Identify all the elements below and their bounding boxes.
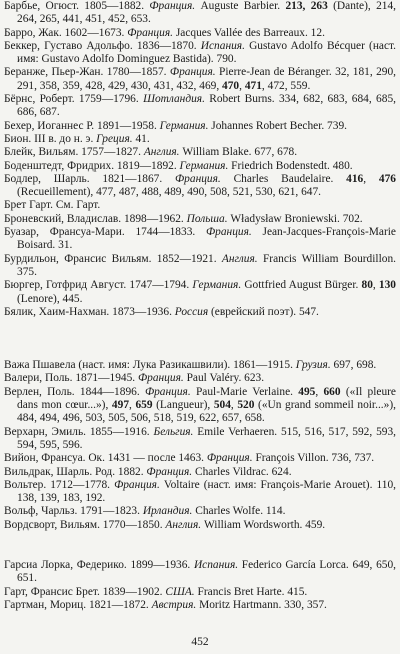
entry-text: Вольф, Чарльз. 1791—1823. <box>4 505 143 518</box>
index-entry <box>4 93 396 120</box>
country-label: Франция. <box>169 66 216 79</box>
country-label: Грузия. <box>295 359 331 372</box>
country-label: Франция. <box>144 385 191 398</box>
entry-text: Charles Wolfe. 114. <box>192 505 286 518</box>
country-label: Греция. <box>96 132 133 145</box>
entry-text: Брет Гарт. См. Гарт. <box>4 199 101 212</box>
entry-text: Federico García Lorca. 649, 650, 651. <box>17 558 396 585</box>
entry-text: Бехер, Иоганнес Р. 1891—1958. <box>4 119 160 132</box>
bold-page-ref: 416 <box>346 172 364 185</box>
page-number: 452 <box>191 636 209 648</box>
entry-text: Вольтер. 1712—1778. <box>4 478 115 491</box>
index-entry <box>4 66 396 93</box>
index-entry <box>4 426 396 453</box>
index-entries <box>4 0 396 612</box>
index-entry <box>4 279 396 306</box>
entry-text: Francis William Bourdillon. 375. <box>17 252 396 278</box>
index-entry <box>4 519 396 532</box>
entry-text: Барбье, Огюст. 1805—1882. <box>4 0 150 12</box>
country-label: Франция. <box>127 26 173 39</box>
bold-page-ref: 471 <box>244 79 262 92</box>
country-label: Франция. <box>114 478 160 491</box>
entry-text: (Langueur), <box>152 399 214 412</box>
index-entry <box>4 452 396 465</box>
entry-text: Pierre-Jean de Béranger. 32, 181, 290, 291, 358, 359, 428, 429, 430, 431, 432, 469, <box>17 66 396 92</box>
bold-page-ref: 130 <box>378 279 396 292</box>
index-entry <box>4 27 396 40</box>
index-entry <box>4 146 396 159</box>
country-label: Франция. <box>175 172 221 185</box>
index-entry <box>4 505 396 518</box>
entry-text: William Blake. 677, 678. <box>179 146 298 159</box>
entry-text: («Un grand sommeil noir...»), 484, 494, 496, 503, 505, 506, 518, 519, 622, 657, 658. <box>17 399 396 425</box>
country-label: Испания. <box>200 39 245 52</box>
entry-text: Гарт, Франсис Брет. 1839—1902. <box>4 585 166 598</box>
entry-text: , <box>363 172 379 185</box>
entry-text: Paul Valéry. 623. <box>183 372 265 385</box>
country-label: Англия. <box>221 252 258 265</box>
country-label: США. <box>165 585 195 598</box>
entry-text: (еврейский поэт). 547. <box>208 305 319 318</box>
entry-text: Бюргер, Готфрид Август. 1747—1794. <box>4 279 193 292</box>
index-entry <box>4 599 396 612</box>
entry-text: Jean-Jacques-François-Marie Boisard. 31. <box>17 226 396 252</box>
index-entry <box>4 40 396 67</box>
country-label: Россия <box>174 305 209 318</box>
entry-text: Gottfried August Bürger. <box>241 279 362 292</box>
entry-text: William Wordsworth. 459. <box>201 518 326 531</box>
entry-text: , <box>239 79 245 92</box>
bold-page-ref: 520 <box>237 399 255 412</box>
bold-page-ref: 497 <box>111 399 130 412</box>
entry-text: («Il pleure dans mon cœur...»), <box>17 385 396 412</box>
country-label: Франция. <box>137 372 184 385</box>
country-label: Франция. <box>206 452 253 465</box>
entry-text: Боденштедт, Фридрих. 1819—1892. <box>4 159 180 172</box>
entry-text: Jacques Vallée des Barreaux. 12. <box>172 26 325 39</box>
entry-text: Voltaire (наст. имя: François-Marie Arouet). 110, 138, 139, 183, 192. <box>17 478 396 505</box>
entry-text: Гарсиа Лорка, Федерико. 1899—1936. <box>4 558 194 571</box>
bold-page-ref: 660 <box>323 385 341 398</box>
entry-text: , 472, 559. <box>261 79 311 92</box>
country-label: Германия. <box>192 279 242 292</box>
bold-page-ref: 659 <box>135 399 153 412</box>
index-entry <box>4 133 396 146</box>
entry-text: 697, 698. <box>330 359 377 372</box>
bold-page-ref: 476 <box>378 172 396 185</box>
index-entry <box>4 466 396 479</box>
entry-text: , <box>129 399 136 412</box>
entry-text: Emile Verhaeren. 515, 516, 517, 592, 593, 594, 595, 596. <box>17 425 397 451</box>
bold-page-ref: 470 <box>222 79 240 92</box>
entry-text: Беккер, Густаво Адольфо. 1836—1870. <box>4 39 201 52</box>
entry-text: Броневский, Владислав. 1898—1962. <box>4 212 187 225</box>
entry-text: François Villon. 736, 737. <box>252 452 375 465</box>
index-entry <box>4 372 396 385</box>
index-entry <box>4 0 396 27</box>
index-entry <box>4 586 396 599</box>
country-label: Англия. <box>165 518 202 531</box>
entry-text: Robert Burns. 334, 682, 683, 684, 685, 686, 687. <box>17 93 396 119</box>
country-label: Ирландия. <box>142 505 193 518</box>
country-label: Германия. <box>159 119 209 132</box>
entry-text: Francis Bret Harte. 415. <box>194 585 308 598</box>
entry-text: , <box>230 399 238 412</box>
bold-page-ref: 80 <box>361 279 373 292</box>
index-entry <box>4 386 396 426</box>
country-label: Германия. <box>179 159 229 172</box>
index-entry <box>4 160 396 173</box>
entry-text: Charles Baudelaire. <box>220 172 347 185</box>
index-entry <box>4 120 396 133</box>
entry-text: (Lenore), 445. <box>17 292 83 305</box>
entry-text: Johannes Robert Becher. 739. <box>208 119 347 132</box>
entry-text: Вордсворт, Вильям. 1770—1850. <box>4 518 166 531</box>
index-entry <box>4 253 396 280</box>
entry-text: Верлен, Поль. 1844—1896. <box>4 385 145 398</box>
entry-text: Gustavo Adolfo Bécquer (наст. имя: Gustavo Adolfo Dominguez Bastida). 790. <box>17 39 396 66</box>
entry-text: Бёрнс, Роберт. 1759—1796. <box>4 93 144 106</box>
index-entry <box>4 306 396 319</box>
entry-text: , <box>372 279 379 292</box>
entry-text: Friedrich Bodenstedt. 480. <box>228 159 353 172</box>
entry-text: Бодлер, Шарль. 1821—1867. <box>4 172 176 185</box>
index-entry <box>4 199 396 212</box>
country-label: Франция. <box>206 226 252 239</box>
entry-text: Paul-Marie Verlaine. <box>190 385 299 398</box>
bold-page-ref: 504 <box>213 399 231 412</box>
country-label: Англия. <box>143 146 180 159</box>
entry-text: 41. <box>132 132 150 145</box>
entry-text: (Recueillement), 477, 487, 488, 489, 490, 508, 521, 530, 621, 647. <box>17 186 322 199</box>
entry-text: Беранже, Пьер-Жан. 1780—1857. <box>4 66 170 79</box>
index-entry <box>4 173 396 200</box>
entry-text: Auguste Barbier. <box>195 0 286 12</box>
index-entry <box>4 559 396 586</box>
entry-text: Бион. III в. до н. э. <box>4 132 97 145</box>
entry-text: Вийон, Франсуа. Ок. 1431 — после 1463. <box>4 452 207 465</box>
country-label: Австрия. <box>151 598 197 611</box>
index-entry <box>4 359 396 372</box>
entry-text: Charles Vildrac. 624. <box>192 465 292 478</box>
country-label: Франция. <box>146 465 193 478</box>
entry-text: Валери, Поль. 1871—1945. <box>4 372 138 385</box>
bold-page-ref: 213, 263 <box>285 0 328 12</box>
entry-text: Бурдильон, Франсис Вильям. 1852—1921. <box>4 252 222 265</box>
entry-text: Вильдрак, Шарль. Род. 1882. <box>4 465 147 478</box>
entry-text: Гартман, Мориц. 1821—1872. <box>4 598 152 611</box>
entry-text: Буазар, Франсуа-Мари. 1744—1833. <box>4 226 206 239</box>
entry-text: (Dante), 214, 264, 265, 441, 451, 452, 653. <box>17 0 397 26</box>
index-entry <box>4 226 396 253</box>
entry-text: Władysław Broniewski. 702. <box>227 212 363 225</box>
index-entry <box>4 479 396 506</box>
entry-text: Moritz Hartmann. 330, 357. <box>196 598 327 611</box>
bold-page-ref: 495 <box>298 385 316 398</box>
entry-text: Верхарн, Эмиль. 1855—1916. <box>4 425 154 438</box>
country-label: Испания. <box>193 558 239 571</box>
entry-text: Барро, Жак. 1602—1673. <box>4 26 128 39</box>
index-entry <box>4 213 396 226</box>
entry-text: , <box>315 385 324 398</box>
entry-text: Бялик, Хаим-Нахман. 1873—1936. <box>4 305 175 318</box>
entry-text: Блейк, Вильям. 1757—1827. <box>4 146 144 159</box>
country-label: Франция. <box>149 0 196 12</box>
country-label: Шотландия. <box>143 93 205 106</box>
country-label: Бельгия. <box>153 425 194 438</box>
country-label: Польша. <box>186 212 228 225</box>
entry-text: Важа Пшавела (наст. имя: Лука Разикашвили). 1861—1915. <box>4 359 296 372</box>
